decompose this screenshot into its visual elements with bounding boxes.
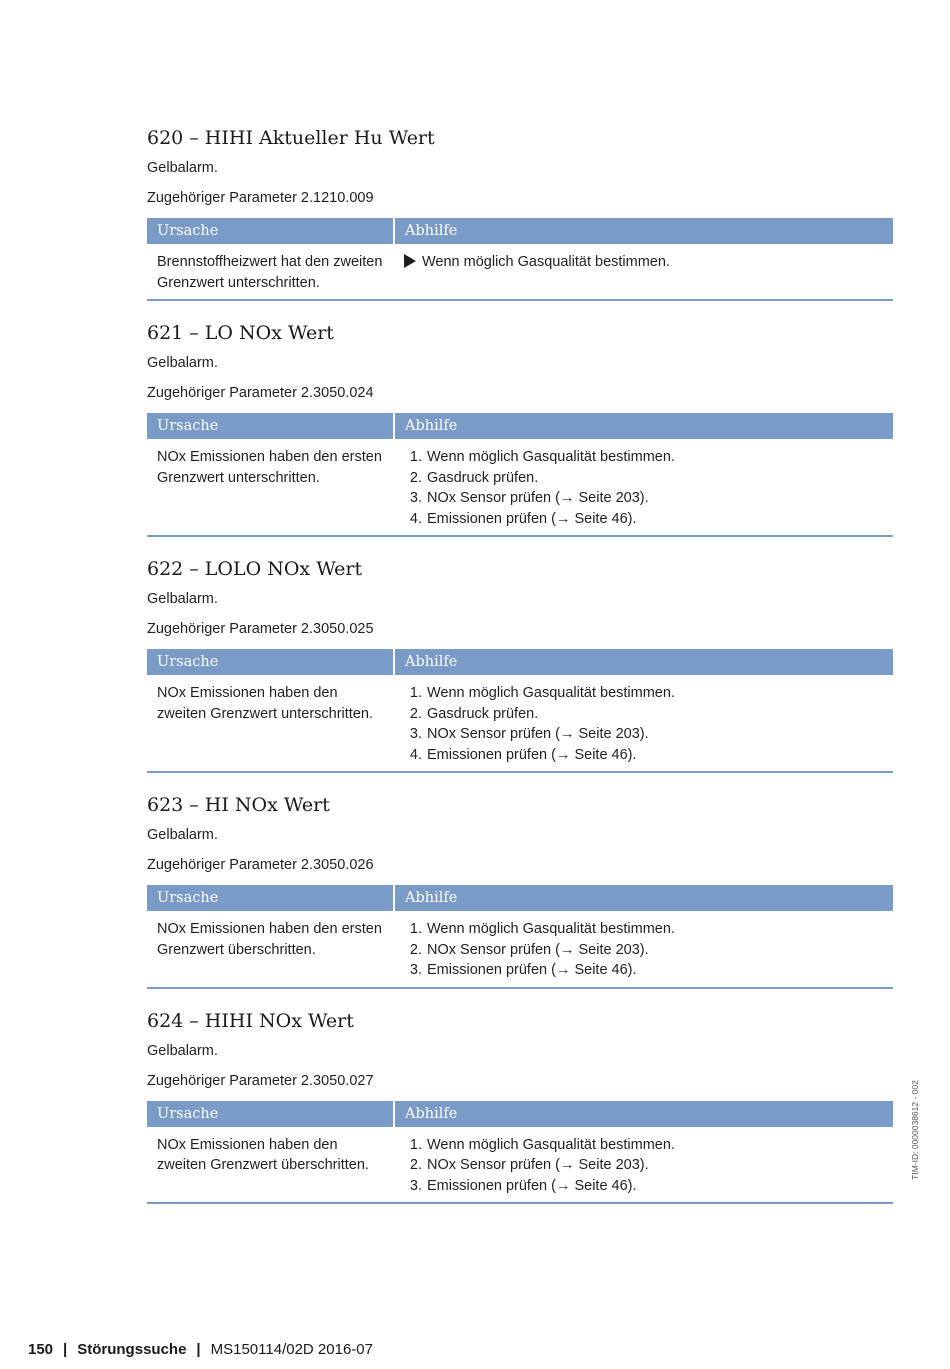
alarm-type: Gelbalarm. [147, 1042, 218, 1059]
header-cause: Ursache [147, 413, 394, 439]
table-row [147, 439, 893, 536]
step-number: 3. [409, 726, 422, 742]
section-heading [147, 1005, 893, 1037]
step-text: Emissionen prüfen (→ Seite 46). [427, 962, 637, 978]
step-text: NOx Sensor prüfen (→ Seite 203). [427, 490, 649, 506]
step-text: Wenn möglich Gasqualität bestimmen. [427, 449, 675, 465]
parameter-ref: Zugehöriger Parameter 2.3050.024 [147, 385, 374, 401]
parameter-ref: Zugehöriger Parameter 2.3050.025 [147, 621, 374, 637]
step-number: 2. [409, 941, 422, 958]
remedy-step [404, 468, 883, 489]
cause-remedy-table [147, 649, 893, 773]
page-content [147, 122, 893, 1220]
step-number: 1. [409, 449, 422, 465]
remedy-step [404, 488, 883, 509]
alarm-type: Gelbalarm. [147, 355, 218, 371]
step-number: 2. [409, 705, 422, 722]
cause-cell: NOx Emissionen haben den ersten Grenzwert überschritten. [157, 921, 382, 958]
triangle-bullet-icon [404, 254, 416, 268]
remedy-cell [394, 1127, 893, 1204]
section-624 [147, 1005, 893, 1205]
footer-separator: | [63, 1341, 68, 1358]
step-text: Wenn möglich Gasqualität bestimmen. [427, 685, 675, 701]
header-cause: Ursache [147, 218, 394, 244]
remedy-step [404, 919, 883, 940]
cause-remedy-table [147, 413, 893, 537]
cause-remedy-table [147, 1101, 893, 1205]
remedy-steps [404, 683, 883, 765]
remedy-steps [404, 447, 883, 529]
cause-cell: NOx Emissionen haben den ersten Grenzwert unterschritten. [157, 449, 382, 486]
remedy-step [404, 960, 883, 981]
header-cause: Ursache [147, 1101, 394, 1127]
section-620 [147, 122, 893, 301]
table-row [147, 675, 893, 772]
step-number: 1. [409, 921, 422, 937]
table-row [147, 911, 893, 988]
remedy-cell [394, 244, 893, 300]
section-622 [147, 553, 893, 773]
remedy-step [404, 1176, 883, 1197]
step-text: Emissionen prüfen (→ Seite 46). [427, 746, 637, 763]
header-cause: Ursache [147, 649, 394, 675]
alarm-type: Gelbalarm. [147, 591, 218, 607]
remedy-cell [394, 439, 893, 536]
section-623 [147, 789, 893, 989]
remedy-step [404, 1135, 883, 1156]
page-number: 150 [28, 1341, 54, 1358]
remedy-text: Wenn möglich Gasqualität bestimmen. [422, 254, 670, 270]
step-number: 4. [409, 510, 422, 527]
header-remedy: Abhilfe [394, 218, 893, 244]
chapter-name: Störungssuche [77, 1341, 187, 1358]
step-number: 2. [409, 469, 422, 486]
remedy-step [404, 940, 883, 961]
cause-remedy-table [147, 885, 893, 989]
step-text: NOx Sensor prüfen (→ Seite 203). [427, 726, 649, 742]
step-number: 1. [409, 685, 422, 701]
table-row [147, 244, 893, 300]
cause-cell: NOx Emissionen haben den zweiten Grenzwert unterschritten. [157, 685, 373, 722]
step-text: Gasdruck prüfen. [427, 705, 539, 722]
remedy-steps [404, 1135, 883, 1197]
header-remedy: Abhilfe [394, 649, 893, 675]
step-text: Emissionen prüfen (→ Seite 46). [427, 1177, 637, 1194]
step-text: NOx Sensor prüfen (→ Seite 203). [427, 1157, 649, 1173]
step-text: Wenn möglich Gasqualität bestimmen. [427, 921, 675, 937]
document-id: MS150114/02D 2016-07 [210, 1341, 373, 1358]
section-heading [147, 317, 893, 349]
section-heading [147, 789, 893, 821]
parameter-ref: Zugehöriger Parameter 2.3050.026 [147, 857, 374, 873]
header-remedy: Abhilfe [394, 413, 893, 439]
remedy-cell [394, 675, 893, 772]
remedy-step [404, 704, 883, 725]
step-number: 3. [409, 490, 422, 506]
remedy-step [404, 1155, 883, 1176]
fault-code: 620 [147, 127, 184, 149]
cause-cell: Brennstoffheizwert hat den zweiten Grenzwert unterschritten. [157, 254, 383, 291]
remedy-step [404, 447, 883, 468]
header-remedy: Abhilfe [394, 1101, 893, 1127]
step-number: 3. [409, 1177, 422, 1194]
fault-code: 621 [147, 322, 184, 344]
footer-separator: | [196, 1341, 201, 1358]
step-number: 2. [409, 1157, 422, 1173]
step-number: 3. [409, 962, 422, 978]
cause-remedy-table [147, 218, 893, 301]
remedy-step [404, 745, 883, 766]
fault-code: 623 [147, 794, 184, 816]
parameter-ref: Zugehöriger Parameter 2.1210.009 [147, 190, 374, 206]
step-text: NOx Sensor prüfen (→ Seite 203). [427, 941, 649, 958]
fault-title: – HI NOx Wert [189, 794, 330, 816]
step-number: 4. [409, 746, 422, 763]
header-cause: Ursache [147, 885, 394, 911]
alarm-type: Gelbalarm. [147, 160, 218, 176]
header-remedy: Abhilfe [394, 885, 893, 911]
parameter-ref: Zugehöriger Parameter 2.3050.027 [147, 1072, 374, 1089]
fault-title: – HIHI Aktueller Hu Wert [189, 127, 435, 149]
fault-code: 622 [147, 558, 184, 580]
fault-title: – HIHI NOx Wert [189, 1009, 354, 1032]
section-heading [147, 122, 893, 154]
remedy-cell [394, 911, 893, 988]
remedy-step [404, 509, 883, 530]
fault-title: – LOLO NOx Wert [189, 558, 363, 580]
tim-id-label: TIM-ID: 0000038612 - 002 [910, 1080, 920, 1180]
section-heading [147, 553, 893, 585]
page-footer [28, 1341, 373, 1358]
remedy-step [404, 683, 883, 704]
step-text: Wenn möglich Gasqualität bestimmen. [427, 1136, 675, 1153]
remedy-steps [404, 919, 883, 981]
step-text: Emissionen prüfen (→ Seite 46). [427, 510, 637, 527]
remedy-step [404, 724, 883, 745]
cause-cell: NOx Emissionen haben den zweiten Grenzwert überschritten. [157, 1136, 369, 1173]
table-row [147, 1127, 893, 1204]
fault-title: – LO NOx Wert [189, 322, 334, 344]
step-text: Gasdruck prüfen. [427, 469, 539, 486]
step-number: 1. [409, 1136, 422, 1153]
section-621 [147, 317, 893, 537]
fault-code: 624 [147, 1009, 184, 1032]
alarm-type: Gelbalarm. [147, 827, 218, 843]
